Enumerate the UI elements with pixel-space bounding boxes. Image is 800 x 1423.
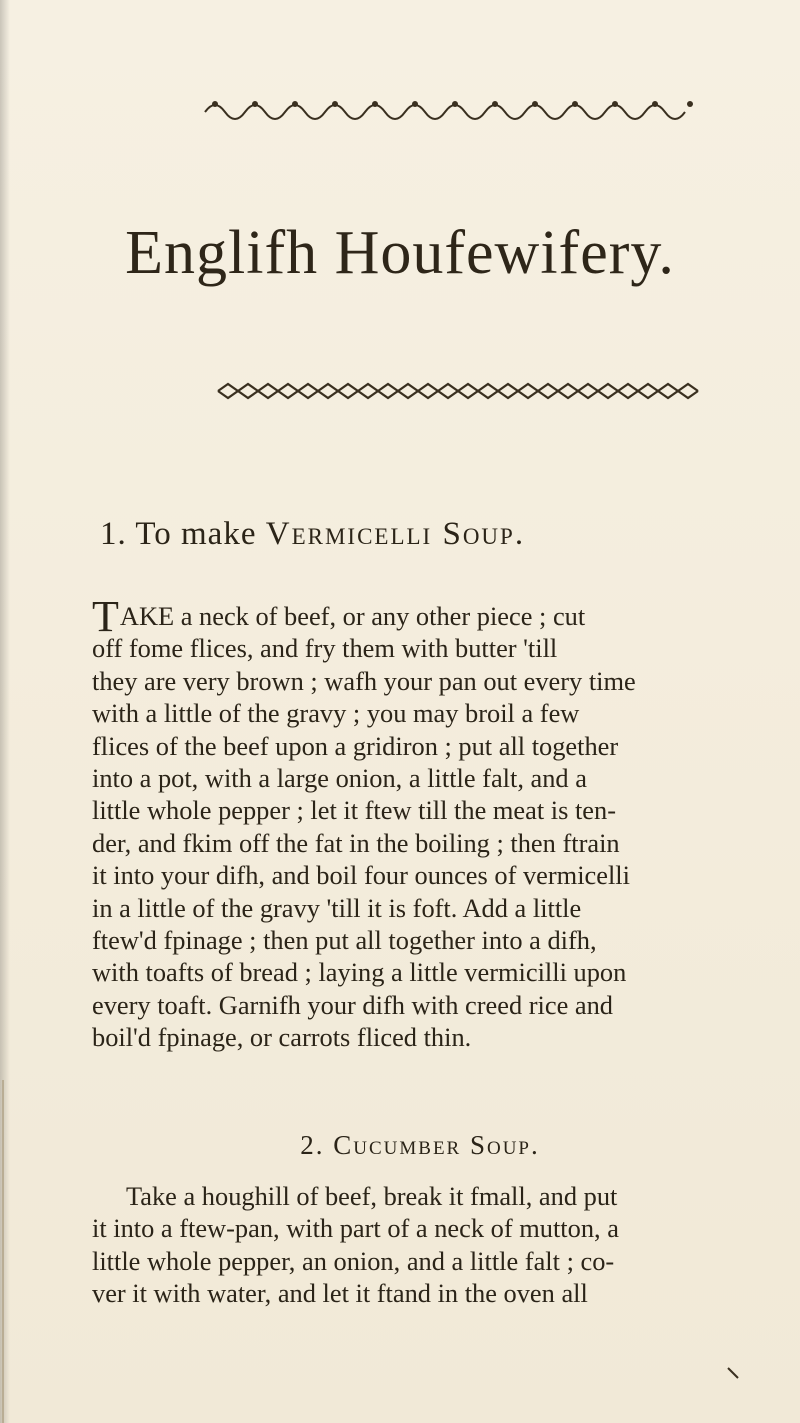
recipe-2-line: little whole pepper, an onion, and a little falt ; co- — [92, 1245, 615, 1276]
recipe-1-line: in a little of the gravy 'till it is foft. Add a little — [92, 892, 582, 923]
recipe-1-line: little whole pepper ; let it ftew till the meat is ten- — [92, 795, 616, 826]
corner-mark-icon — [726, 1366, 740, 1380]
recipe-1-line: ftew'd fpinage ; then put all together into a difh, — [92, 925, 597, 956]
floral-ornament — [200, 92, 700, 132]
recipe-1-line: flices of the beef upon a gridiron ; put all together — [92, 730, 619, 761]
divider-ornament — [215, 378, 705, 404]
recipe-1-line: off fome flices, and fry them with butter 'till — [92, 633, 558, 664]
recipe-1-line: boil'd fpinage, or carrots fliced thin. — [92, 1022, 472, 1053]
recipe-1-line: with a little of the gravy ; you may broil a few — [92, 698, 580, 729]
recipe-1-body — [92, 592, 732, 1054]
recipe-2-line: Take a houghill of beef, break it fmall, and put — [126, 1181, 618, 1211]
recipe-1-line: they are very brown ; wafh your pan out every time — [92, 665, 636, 696]
recipe-1-line: every toaft. Garnifh your difh with creed rice and — [92, 989, 613, 1020]
recipe-1-number: 1. — [100, 516, 127, 552]
recipe-2-body — [92, 1180, 732, 1310]
recipe-1-line: with toafts of bread ; laying a little vermicilli upon — [92, 957, 627, 988]
recipe-1-heading-prefix: To make — [135, 516, 257, 552]
recipe-1-line: der, and fkim off the fat in the boiling ; then ftrain — [92, 827, 620, 858]
page-title: Englifh Houfewifery. — [125, 219, 675, 287]
recipe-1-line: into a pot, with a large onion, a little falt, and a — [92, 763, 587, 794]
recipe-1-line: it into your difh, and boil four ounces of vermicelli — [92, 860, 630, 891]
page-edge-line — [2, 1080, 4, 1423]
recipe-1-heading — [100, 516, 740, 553]
recipe-2-line: it into a ftew-pan, with part of a neck of mutton, a — [92, 1213, 619, 1244]
recipe-2-line: ver it with water, and let it ftand in the oven all — [92, 1278, 588, 1309]
drop-cap: T — [92, 592, 119, 641]
recipe-1-line-text: AKE a neck of beef, or any other piece ; cut — [119, 601, 586, 631]
recipe-1-heading-name: Vermicelli Soup. — [265, 516, 526, 552]
recipe-2-heading: 2. Cucumber Soup. — [300, 1130, 540, 1160]
recipe-1-line — [92, 592, 732, 641]
